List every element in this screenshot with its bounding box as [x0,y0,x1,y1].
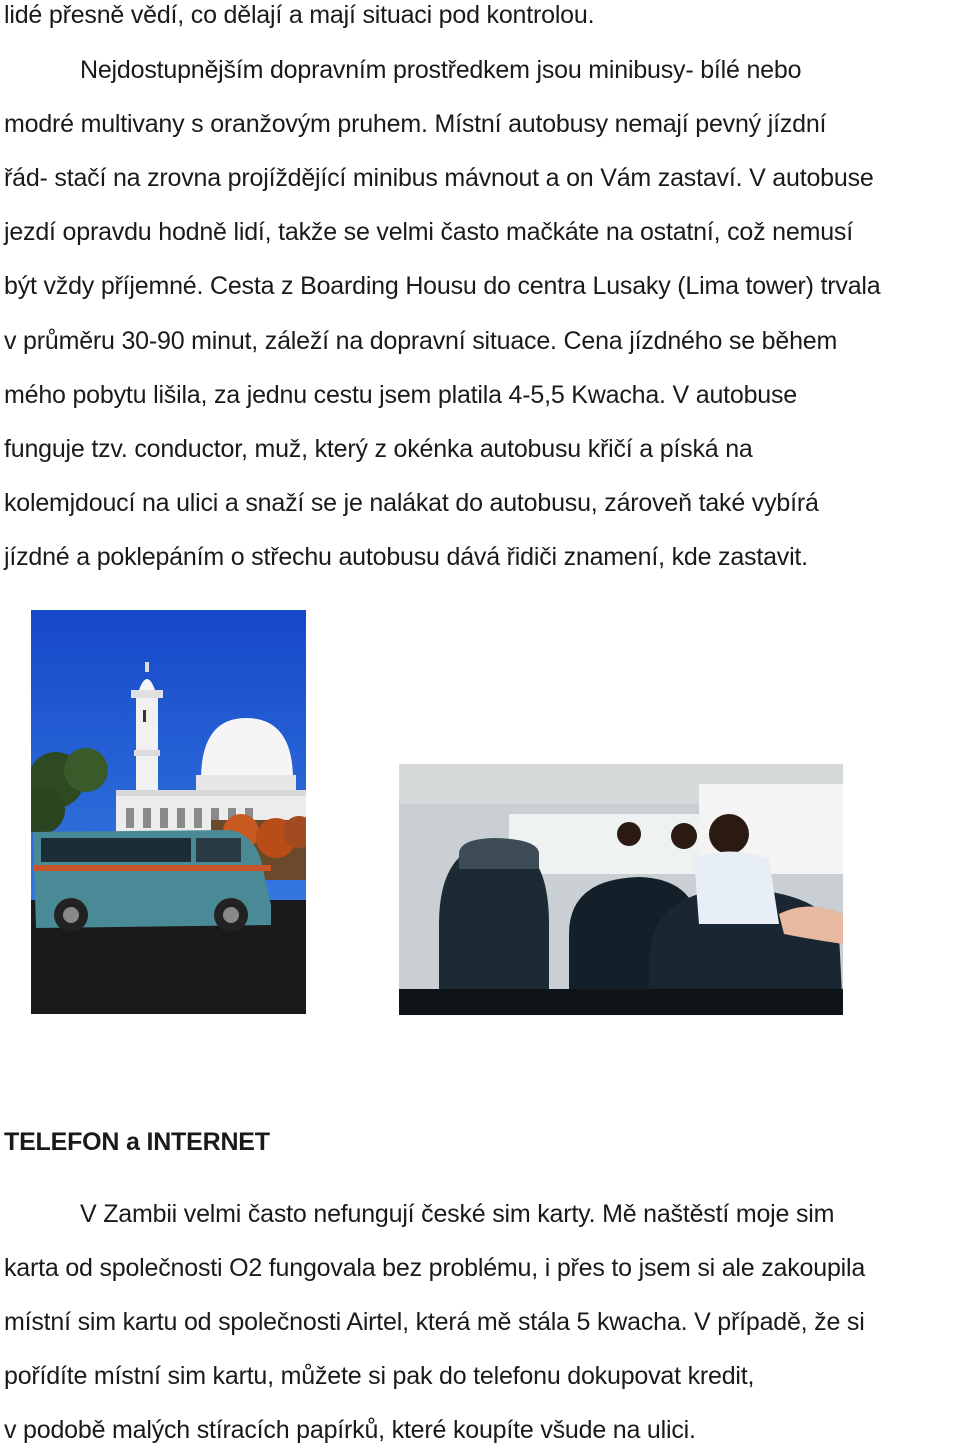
paragraph-line: jezdí opravdu hodně lidí, takže se velmi často mačkáte na ostatní, což nemusí [4,218,853,246]
paragraph-line: být vždy příjemné. Cesta z Boarding Housu do centra Lusaky (Lima tower) trvala [4,272,881,300]
paragraph-line: kolemjdoucí na ulici a snaží se je nalákat do autobusu, zároveň také vybírá [4,489,819,517]
paragraph-line: řád- stačí na zrovna projíždějící minibus mávnout a on Vám zastaví. V autobuse [4,164,874,192]
photo-mosque-minibus-icon [31,610,306,1014]
paragraph-line: jízdné a poklepáním o střechu autobusu dává řidiči znamení, kde zastavit. [4,543,808,571]
paragraph-line: v podobě malých stíracích papírků, které koupíte všude na ulici. [4,1416,696,1444]
paragraph-line: lidé přesně vědí, co dělají a mají situaci pod kontrolou. [4,1,595,29]
paragraph-line: mého pobytu lišila, za jednu cestu jsem platila 4-5,5 Kwacha. V autobuse [4,381,798,409]
paragraph-line: pořídíte místní sim kartu, můžete si pak do telefonu dokupovat kredit, [4,1362,755,1390]
paragraph-line: modré multivany s oranžovým pruhem. Místní autobusy nemají pevný jízdní [4,110,827,138]
photo-mosque-minibus [31,610,306,1014]
paragraph-line: karta od společnosti O2 fungovala bez problému, i přes to jsem si ale zakoupila [4,1254,866,1282]
paragraph-line: V Zambii velmi často nefungují české sim karty. Mě naštěstí moje sim [80,1200,835,1228]
paragraph-line: místní sim kartu od společnosti Airtel, která mě stála 5 kwacha. V případě, že si [4,1308,865,1336]
paragraph-line: v průměru 30-90 minut, záleží na dopravní situace. Cena jízdného se během [4,327,838,355]
paragraph-line: funguje tzv. conductor, muž, který z okénka autobusu křičí a píská na [4,435,753,463]
paragraph-line: Nejdostupnějším dopravním prostředkem jsou minibusy- bílé nebo [80,56,802,84]
section-heading: TELEFON a INTERNET [4,1128,270,1156]
photo-minibus-interior [399,764,843,1015]
photo-minibus-interior-icon [399,764,843,1015]
